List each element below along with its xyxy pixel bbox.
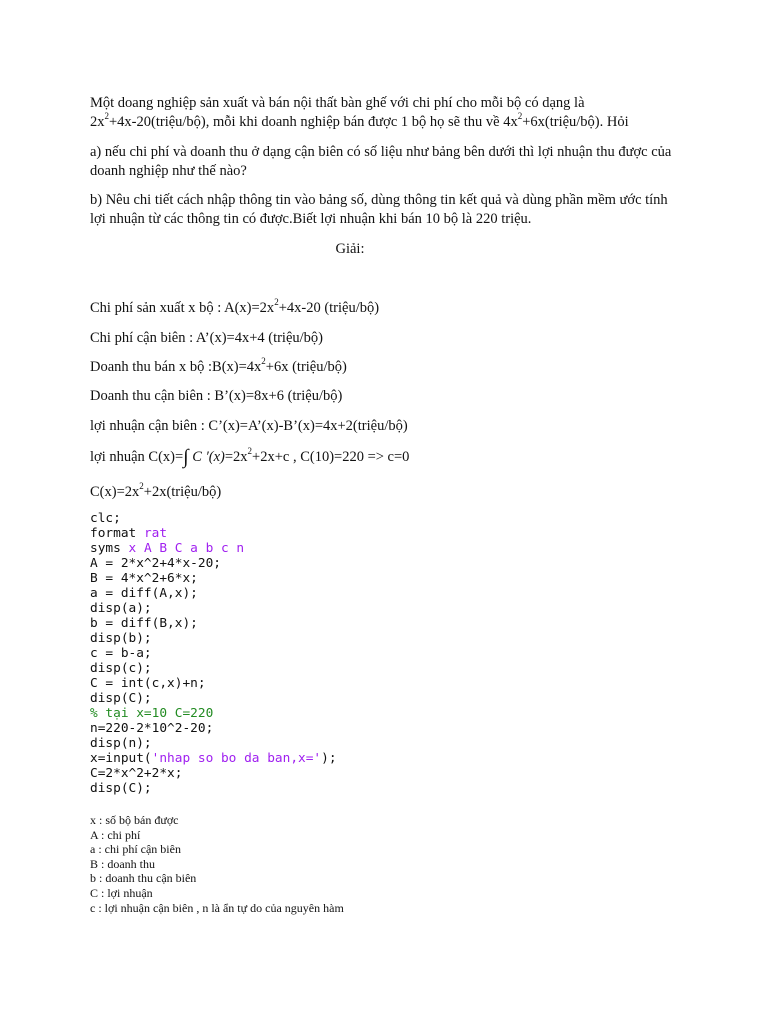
legend-item: b : doanh thu cận biên — [90, 871, 197, 886]
question-a: a) nếu chi phí và doanh thu ở dạng cận biên có số liệu như bảng bên dưới thì lợi nhuận thu được của doanh nghiệp như thế nào? — [90, 144, 672, 179]
code-line: disp(n); — [90, 736, 152, 751]
code-line: disp(a); — [90, 601, 152, 616]
code-line — [90, 541, 690, 556]
legend-item: a : chi phí cận biên — [90, 842, 181, 857]
text-fragment: lợi nhuận C(x)= — [90, 449, 184, 465]
text-fragment: 2x — [90, 114, 105, 130]
code-line: C = int(c,x)+n; — [90, 676, 206, 691]
superscript: 2 — [139, 481, 144, 492]
superscript: 2 — [261, 356, 266, 367]
solution-line-profit-integral — [90, 448, 690, 467]
problem-statement — [90, 94, 690, 132]
code-line: disp(C); — [90, 781, 152, 796]
code-comment: % tại x=10 C=220 — [90, 706, 214, 721]
text-fragment: ); — [321, 751, 337, 766]
code-line: b = diff(B,x); — [90, 616, 198, 631]
code-argument: x A B C a b c n — [120, 541, 245, 556]
superscript: 2 — [274, 297, 279, 308]
text-fragment: C(x)=2x — [90, 484, 140, 500]
integrand: C ′(x) — [192, 449, 225, 465]
text-fragment: +6x (triệu/bộ) — [265, 359, 347, 375]
text-fragment: =2x — [224, 449, 248, 465]
code-line: B = 4*x^2+6*x; — [90, 571, 198, 586]
solution-line-revenue — [90, 358, 690, 377]
solution-line-marginal-cost: Chi phí cận biên : A’(x)=4x+4 (triệu/bộ) — [90, 330, 324, 346]
superscript: 2 — [104, 111, 109, 122]
code-keyword: syms — [90, 541, 121, 556]
code-line: C=2*x^2+2*x; — [90, 766, 183, 781]
superscript: 2 — [247, 446, 253, 457]
text-fragment: +6x(triệu/bộ). Hỏi — [522, 114, 629, 130]
code-line: A = 2*x^2+4*x-20; — [90, 556, 221, 571]
variable-legend — [90, 813, 690, 915]
text-fragment: Doanh thu bán x bộ :B(x)=4x — [90, 359, 262, 375]
legend-item: A : chi phí — [90, 827, 141, 842]
code-line — [90, 751, 690, 766]
legend-item: c : lợi nhuận cận biên , n là ẩn tự do của nguyên hàm — [90, 900, 344, 915]
code-line: disp(b); — [90, 631, 152, 646]
code-line: clc; — [90, 511, 121, 526]
code-line: c = b-a; — [90, 646, 152, 661]
code-argument: rat — [136, 526, 168, 541]
text-fragment: +2x(triệu/bộ) — [143, 484, 222, 500]
text-fragment: +2x+c , C(10)=220 => c=0 — [252, 449, 410, 465]
code-line: a = diff(A,x); — [90, 586, 198, 601]
code-keyword: format — [90, 526, 137, 541]
question-b: b) Nêu chi tiết cách nhập thông tin vào bảng số, dùng thông tin kết quả và dùng phần mềm ước tính lợi nhuận từ các thông tin có được.Biết lợi nhuận khi bán 10 bộ là 220 triệu. — [90, 192, 668, 227]
text-fragment: Chi phí sản xuất x bộ : A(x)=2x — [90, 300, 275, 316]
solution-line-cost — [90, 299, 690, 318]
solution-line-marginal-revenue: Doanh thu cận biên : B’(x)=8x+6 (triệu/bộ) — [90, 388, 343, 404]
code-line: disp(c); — [90, 661, 152, 676]
problem-line-2 — [90, 113, 690, 132]
matlab-code-block — [90, 511, 690, 796]
solution-heading: Giải: — [335, 241, 365, 257]
solution-line-profit-result — [90, 483, 690, 502]
code-line: n=220-2*10^2-20; — [90, 721, 214, 736]
legend-item: C : lợi nhuận — [90, 885, 153, 900]
superscript: 2 — [517, 111, 523, 122]
text-fragment: +4x-20 (triệu/bộ) — [278, 300, 380, 316]
legend-item: x : số bộ bán được — [90, 813, 179, 827]
code-string: 'nhap so bo da ban,x=' — [151, 751, 322, 766]
problem-line-1: Một doang nghiệp sản xuất và bán nội thất bàn ghế với chi phí cho mỗi bộ có dạng là — [90, 95, 585, 111]
legend-item: B : doanh thu — [90, 856, 155, 871]
code-line — [90, 526, 690, 541]
text-fragment: x=input( — [90, 751, 152, 766]
solution-line-marginal-profit: lợi nhuận cận biên : C’(x)=A’(x)-B’(x)=4x+2(triệu/bộ) — [90, 418, 408, 434]
code-line: disp(C); — [90, 691, 152, 706]
integral-symbol: ∫ — [183, 446, 189, 468]
text-fragment: +4x-20(triệu/bộ), mỗi khi doanh nghiệp bán được 1 bộ họ sẽ thu về 4x — [109, 114, 518, 130]
